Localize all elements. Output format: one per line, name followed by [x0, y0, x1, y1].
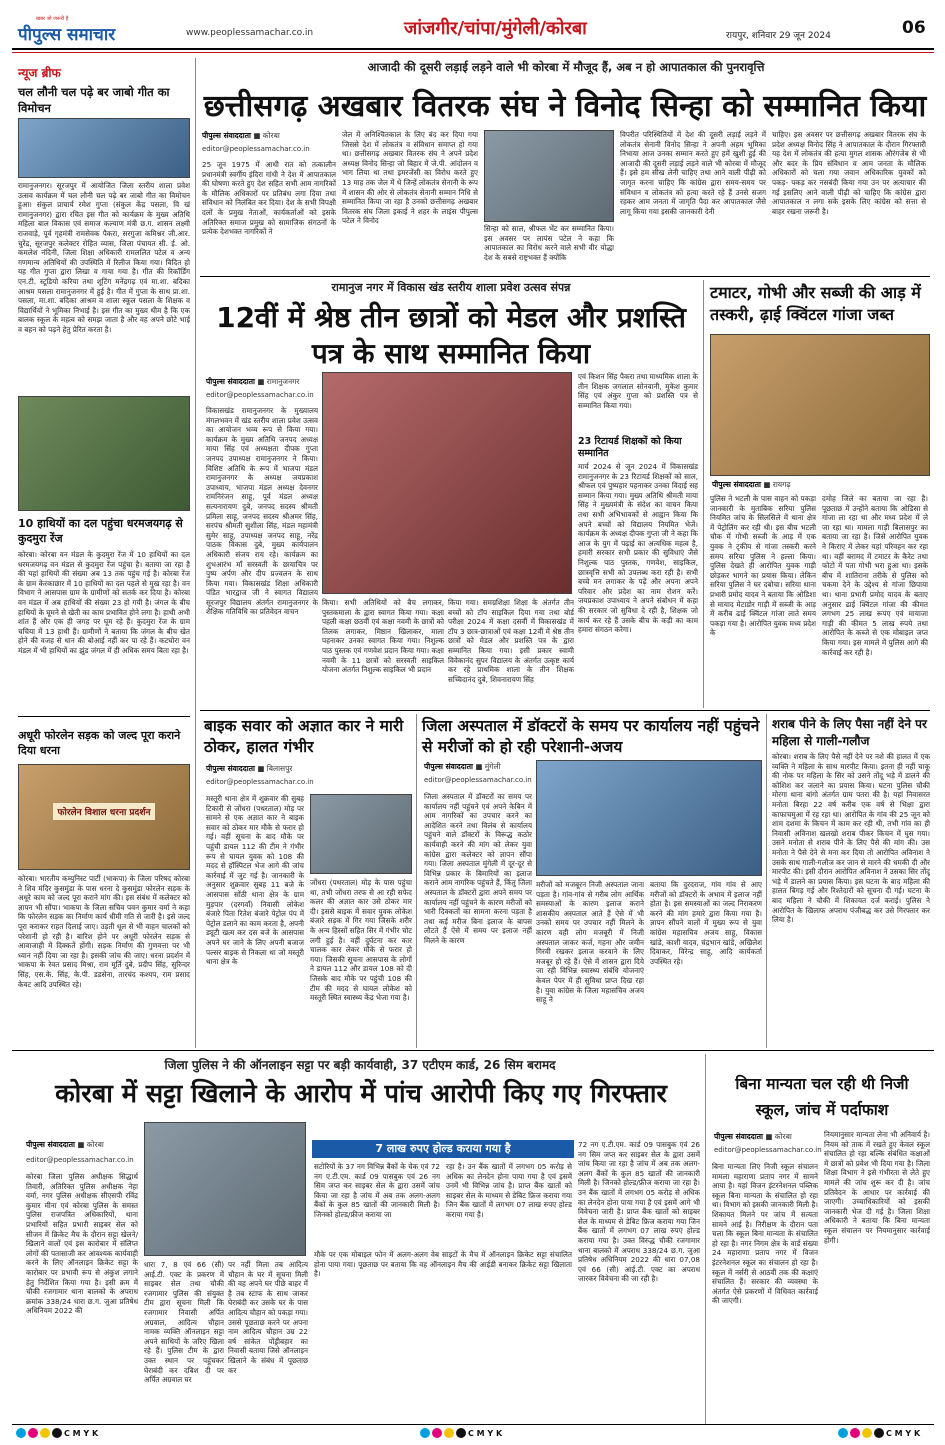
yellow-dot — [862, 1428, 872, 1438]
brief-photo — [18, 118, 190, 178]
hospital-col2: मरीजों को मजबूरन निजी अस्पताल जाना पड़ता है। गांव-गांव से गरीब लोग आर्थिक समस्याओं के कारण इलाज कराने शासकीय अस्पताल आते हैं ऐसे में भी उनको समय पर उपचार नहीं मिलने के कारण वही लोग मजबूरी में निजी अस्पताल जाकर कर्ज, गहना और जमीन गिरवी रखकर इलाज करवाने के लिए मजबूर हो रहे हैं। ऐसे में शासन द्वारा दिये जा रही विभिन्न स्वास्थ्य संबंधि योजनाएं केवल पेपर में ही सुविधा प्राप्त दिख रहा है। युवा कांग्रेस के जिला महासचिव अजय साहू ने — [536, 880, 644, 1005]
cmyk-label-right: C M Y K — [886, 1428, 921, 1438]
school-headline: स्कूल, जांच में पर्दाफाश — [755, 1101, 889, 1119]
satta-col6: मौके पर एक मोबाइल फोन में अलग-अलग वेब साइटों के मैच में ऑनलाइन क्रिकेट सट्टा संचालित होना पाया गया। पूछताछ पर बताया कि वह ऑनलाइन मैच की आईडी बनाकर क्रिकेट सट्टा खिलाता है। — [314, 1250, 572, 1279]
satta-col3: पर नहीं मिला तब आदित्य चौहान के घर में सूचना मिली की वह अपने घर पीछे बाहर में है तब स्टाफ के साथ जाकर घेराबंदी कर उसके घर के पास आदित्य चौहान को पकड़ा गया। उससे पूछताछ करने पर अपना नाम आदित्य चौहान उम्र 22 वर्ष सांकेत पोंड्रीबहार का निवासी बताया जिसे ऑनलाइन खिलाने के संबंध में पूछताछ कर — [228, 1260, 308, 1375]
news-brief-label: न्यूज ब्रीफ — [18, 66, 61, 80]
hospital-col3: बताया कि दुरदराज, गांव गांव से आए मरीजों को डॉक्टरों के अभाव में इलाज नहीं होता है। इस समस्याओं का जल्द निराकरण करने की मांग हमारे द्वारा किया गया है। ज्ञापन सौंपने वालों में मुख्य रूप से युवा कांग्रेस महासचिव अजय साहू, विकास खांडे, काशी यादव, चंद्रभान खांडे, अखिलेश दिवाकर, विरेन्द्र साहू, आदि कार्यकर्ता उपस्थित रहे। — [650, 880, 762, 966]
magenta-dot — [850, 1428, 860, 1438]
mid-divider — [200, 710, 930, 711]
magenta-dot — [432, 1428, 442, 1438]
page-number: 06 — [902, 18, 926, 38]
satta-col2: धारा 7, 8 एवं 66 (सी) आई.टी. एक्ट के प्रकरण में साइबर सेल तथा चौकी रजगामार पुलिस की संयुक्त टीम द्वारा सूचना मिली कि रजगामार निवासी अर्पित अग्रवाल, आदित्य चौहान नामक व्यक्ति ऑनलाइन सट्टा अपने साथियों के जरिए खिला रहे हैं। पुलिस टीम के द्वारा उक्त स्थान पर पहुंचकर घेराबंदी कर दबिश दी पर अर्पित अग्रवाल घर — [144, 1260, 224, 1385]
logo-tagline: खबर जो जरूरी है — [36, 16, 69, 22]
top-story-col2: जेल में अनिश्चितकाल के लिए बंद कर दिया गया जिससे देश में लोकतंत्र व संविधान समाप्त हो गया था। छत्तीसगढ़ अखबार वितरक संघ ने अपने प्रदेश अध्यक्ष विनोद सिन्हा जो बिहार में जे.पी. आंदोलन व भाग लिया था तथा इमरजेंसी का विरोध करते हुए 13 माह तक जेल में थे जिन्हें लोकतंत्र सेनानी के रूप में शासन की ओर से लोकतंत्र सेनानी सम्मान निधि से सम्मानित किया जा रहा है उनको छत्तीसगढ़ अखबार वितरक संघ जिला इकाई ने शहर के लाइंस पीपुल्स पटेल ने विनोद — [342, 130, 478, 226]
medal-headline: 12वीं में श्रेष्ठ तीन छात्रों को मेडल और प्रशस्ति पत्र के साथ सम्मानित किया — [216, 301, 686, 370]
site-url[interactable]: www.peoplessamachar.co.in — [186, 28, 314, 38]
satta-photo — [144, 1122, 306, 1256]
forelane-banner: फोरलेन विशाल धरना प्रदर्शन — [53, 803, 156, 820]
sharab-col1: कोरबा। शराब के लिए पैसे नहीं देने पर नशे की हालत में एक व्यक्ति ने महिला के साथ मारपीट किया। इतना ही नहीं चाकू की नोक पर महिला के सिर को उसने तोंदू भड़े में डालने की कोशिश कर जलाने का प्रयास किया। घटना पुलिस चौकी मोरगा थाना बांगो अंतर्गत ग्राम पतरा की है। यहां निवासरत मनोता बिरहा 22 वर्ष करीब एक वर्ष से भिक्षा द्वारा काफाचमुआ में रह रहा था। आरोपित के गांव की 25 जून को शाम दशमा के किचन में काम कर रही थी, तभी गांव का ही निवासी अविनाश खलखो शराब पीकर किचन में घुस गया। उसने मनोता से शराब पीने के लिए पैसे की मांग की। उस मनोता ने पैसे देने से मना कर दिया तो आरोपित अविनाश ने उसके साथ गाली-गलौज कर जान से मारने की धमकी दी और मारपीट की। इसी दौरान आरोपित अविनाश ने उसका सिर तोंदू भड़े में डालने का प्रयास किया। इस घटना के बाद महिला की हालत बिगड़ गई और रिश्तेदारों को सूचना दी गई। घटना के बाद महिला ने चौकी में शिकायत दर्ज कराई। पुलिस ने आरोपित के खिलाफ अपराध पंजीबद्ध कर उसे गिरफ्तार कर लिया है। — [772, 752, 930, 925]
top-story-col4: विपरीत परिस्थितियों में देश की दूसरी लड़ाई लड़ने में लोकतंत्र सेनानी विनोद सिन्हा ने अपनी अहम भूमिका निभाया आज उनका सम्मान करते हुए हमें खुशी हुई की आजादी की दूसरी लड़ाई लड़ने वाले भी कोरबा में मौजूद हैं। इसे हम सीख लेनी चाहिए तथा आने वाली पीढ़ी को जागृत करना चाहिए कि कांग्रेस द्वारा समय-समय पर संविधान व लोकतंत्र को हत्या करते रहे हैं उनसे सजग रहकर आम जनता में जागृति पैदा कर आपातकाल जैसे लागू किया गया इसकी जानकारी देनी — [620, 130, 766, 216]
hospital-byline: पीपुल्स संवाददाता ■ मुंगेली — [424, 762, 501, 771]
top-story-place: कोरबा — [262, 131, 280, 140]
medal-col2: किया। सभी अतिथियों को बैच लगाकर, पुस्तकमाला के द्वारा स्वागत किया गया। कक्षा पहली कक्षा छठवीं एवं कक्षा नवमी के छात्रों को तिलक लगाकर, मिष्ठान खिलाकर, माला पहनाकर उनका स्वागत किया गया। निशुल्क पाठ पुस्तक एवं गणवेश प्रदान किया गया। कक्षा नवमी के 11 छात्रों को सरस्वती साइकिल योजना अंतर्गत निशुल्क साइकिल भी प्रदान — [322, 598, 444, 675]
top-story-email[interactable]: editor@peoplessamachar.co.in — [202, 145, 310, 153]
left-col-rule — [195, 58, 196, 1048]
cmyk-label-center: C M Y K — [468, 1428, 503, 1438]
ganja-col2: दमोह जिले का बताया जा रहा है। पूछताछ में उन्होंने बताया कि ओडिसा से गांजा ला रहा था और मध्य प्रदेश में ले जा रहा था। मामला गाड़ी बिलासपुर का बताया जा रहा है। जिसे आरोपित युवक ने किराए में लेकर यहां परिवहन कर रहा था। वहीं बरामद में टमाटर के कैरेट तथा फोटो में पता गोभी भरा हुआ था। इसके बीच में शातिराना तरीके से पुलिस को चकमा देने के उद्देश्य से गांजा छिपाया था। थाना प्रभारी प्रमोद यादव के बताए अनुसार ढाई क्विंटल गांजा की कीमत लगभग 25 लाख रूपए एवं मायाजा गाड़ी की कीमत 5 लाख रुपये तथा आरोपित के कब्जे से एक मोबाइल जप्त किया गया। इस मामले में पुलिस आगे की कार्रवाई कर रही है। — [822, 494, 928, 657]
medal-byline: पीपुल्स संवाददाता ■ रामानुजनगर — [206, 377, 300, 386]
bike-col2: जोंधरा (पथरताल) मोड़ के पास पहुंचा था, तभी जोंधरा तरफ से आ रही सफेद कलर की अज्ञात कार उसे ठोकर मार दी। इससे बाइक में सवार युवक लोकेश बंजारे सड़क में गिर गया जिसके शरीर के अन्य हिस्सों सहित सिर में गंभीर चोट लगी हुई है। वहीं दुर्घटना कर कार चालक कार लेकर मौके से फरार हो गया। जिसकी सूचना आसपास के लोगों ने डायल 112 और डायल 108 को दी जिसके बाद मौके पर पहुंची 108 की टीम की मदद से घायल लोकेश को मस्तूरी स्थित स्वास्थ्य केंद्र भेजा गया है। — [310, 878, 412, 1003]
hospital-email[interactable]: editor@peoplessamachar.co.in — [424, 776, 532, 784]
hospital-photo — [536, 760, 762, 876]
satta-reporter: पीपुल्स संवाददाता — [26, 1140, 75, 1149]
logo — [18, 16, 178, 44]
medal-kicker: रामानुज नगर में विकास खंड स्तरीय शाला प्रवेश उत्सव संपन्न — [331, 281, 571, 294]
satta-headline: कोरबा में सट्टा खिलाने के आरोप में पांच आरोपी किए गए गिरफ्तार — [55, 1079, 667, 1109]
satta-kicker: जिला पुलिस ने की ऑनलाइन सट्टा पर बड़ी कार्यवाही, 37 एटीएम कार्ड, 26 सिम बरामद — [164, 1058, 556, 1072]
medal-col4: एवं किशन सिंह पैकरा तथा माध्यमिक शाला के तीन शिक्षक जगलाल सोनवानी, मुकेश कुमार सिंह एवं अंकुर गुप्ता को प्रशस्ति पत्र से सम्मानित किया गया। — [578, 372, 698, 410]
cmyk-mark-left — [16, 1428, 98, 1438]
masthead — [12, 14, 934, 46]
school-kicker: बिना मान्यता चल रही थी निजी — [735, 1075, 909, 1093]
footer-rule — [12, 1424, 934, 1425]
satta-byline: पीपुल्स संवाददाता ■ कोरबा — [26, 1140, 104, 1149]
left-col-divider — [18, 716, 190, 717]
top-story-reporter: पीपुल्स संवाददाता — [202, 131, 251, 140]
bike-rule — [416, 714, 417, 1048]
school-col1: बिना मान्यता लिए निजी स्कूल संचालन मामला महाराणा प्रताप नगर में सामने आया है। यहां विजन इंटरनेशनल पब्लिक स्कूल बिना मान्यता के संचालित हो रहा था। विभाग को इसकी जानकारी मिली है। शिकायत मिलने पर जांच में सत्यता सामने आई है। निरीक्षण के दौरान पता चला कि स्कूल बिना मान्यता के संचालित हो रहा है। नगर निगम क्षेत्र के वार्ड संख्या 24 महाराणा प्रताप नगर में विजन इंटरनेशनल स्कूल का संचालन हो रहा है। स्कूल में नर्सरी से आठवीं तक की कक्षाएं संचालित हैं। सरकार की व्यवस्था के अंतर्गत ऐसे प्रकरणों में विधिवत कार्रवाई की जाएगी। — [712, 1162, 818, 1306]
school-email[interactable]: editor@peoplessamachar.co.in — [714, 1146, 822, 1154]
school-byline: पीपुल्स संवाददाता ■ कोरबा — [714, 1132, 792, 1141]
medal-subhead: 23 रिटायर्ड शिक्षकों को किया सम्मानित — [578, 436, 682, 459]
top-story-kicker: आजादी की दूसरी लड़ाई लड़ने वाले भी कोरबा में मौजूद हैं, अब न हो आपातकाल की पुनरावृत्ति — [367, 60, 765, 74]
sharab-headline: शराब पीने के लिए पैसा नहीं देने पर महिला से गाली-गलौज — [772, 717, 927, 748]
medal-place: रामानुजनगर — [266, 377, 300, 386]
lower-divider — [12, 1050, 934, 1051]
top-story-byline: पीपुल्स संवाददाता ■ कोरबा — [202, 131, 280, 140]
top-story-col3: सिन्हा को साल, श्रीफल भेंट कर सम्मानित किया। इस अवसर पर लायंस पटेल ने कहा कि आपातकाल का विरोध करने वाले सभी वीर योद्धा देश के सबसे राष्ट्रभक्त हैं क्योंकि — [484, 224, 614, 262]
forelane-photo — [18, 764, 190, 870]
yellow-dot — [444, 1428, 454, 1438]
school-col2: नियमानुसार मान्यता लेना भी अनिवार्य है। नियम को ताक में रखते हुए केवल स्कूल संचालित हो रहा बल्कि संबंधित कक्षाओं में छात्रों को प्रवेश भी दिया गया है। जिला शिक्षा विभाग ने इसे गंभीरता से लेते हुए मामले की जांच शुरू कर दी है। जांच प्रतिवेदन के आधार पर कार्रवाई की जाएगी। उच्चाधिकारियों को इसकी जानकारी भेज दी गई है। जिला शिक्षा अधिकारी ने बताया कि बिना मान्यता स्कूल संचालन पर नियमानुसार कार्रवाई होगी। — [824, 1130, 930, 1245]
satta-col7: 72 नग ए.टी.एम. कार्ड 09 पासबुक एवं 26 नग सिम जप्त कर साइबर सेल के द्वारा उसमें जांच किया जा रहा है जांच में अब तक अलग-अलग बैंकों के कुल 85 खातों की जानकारी मिली है। जिनको होल्ड/फ्रीज कराया जा रहा है। उन बैंक खातों में लगभग 05 करोड़ से अधिक का लेनदेन होना पाया गया है एवं इसमें आगे भी विवेचना जारी है। प्राप्त बैंक खातों को साइबर सेल के माध्यम से डेबिट फ्रिज कराया गया जिन बैंक खातों में लगभग 07 लाख रुपए होल्ड कराया गया है। उक्त विरुद्ध चौकी रजगामार थाना बालको में अपराध 338/24 छ.ग. जुआ प्रतिषेध अधिनियम 2022 की धारा 07,08 एवं 66 (सी) आई.टी. एक्ट का अपराध जारकर विवेचना की जा रही है। — [578, 1140, 700, 1284]
black-dot — [456, 1428, 466, 1438]
medal-photo — [322, 372, 572, 594]
medal-col1: विकासखंड रामानुजनगर के मुख्यालय मंगलभवन में खंड स्तरीय शाला प्रवेश उत्सव का आयोजन भव्य रूप से किया गया। कार्यक्रम के मुख्य अतिथि जनपद अध्यक्ष माया सिंह एवं अध्यक्षता दीपक गुप्ता जनपद उपाध्यक्ष रामानुजनगर ने किया। विशिष्ट अतिथि के रूप में भाजपा मंडल रामानुजनगर के अध्यक्ष जयप्रकाश उपाध्याय, भाजपा मंडल अध्यक्ष देवनगर रामनिरंजन साहू, पूर्व मंडल अध्यक्ष सत्यनारायण दुबे, जनपद सदस्य श्रीमती प्रमिला साहू, जनपद सदस्य श्रीअमर सिंह, सरपंच श्रीमती सुशीला सिंह, मंडल महामंत्री सुमेर साहू, उपाध्यक्ष जनपद साहू, नरेंद्र पाठक विकास दुबे, मुख्य कार्यपालन अधिकारी संजय राय रहे। कार्यक्रम का शुभआरंभ माँ सरस्वती के छायाचित्र पर पुष्प अर्पण और दीप प्रज्वलन के साथ किया गया। विकासखंड शिक्षा अधिकारी पंडित भारद्वाज जी ने स्वागत विद्यालय सूरजपुर विद्यालय अंतर्गत रामानुजनगर के शैक्षिक गतिविधि का प्रतिवेदन वाचन — [206, 406, 318, 617]
yellow-dot — [40, 1428, 50, 1438]
cyan-dot — [16, 1428, 26, 1438]
satta-box-title: 7 लाख रुपए होल्ड कराया गया है — [312, 1140, 574, 1158]
bike-col1: मस्तूरी थाना क्षेत्र में शुक्रवार की सुबह टिकारी से जोंधरा (पथरताल) मोड़ पर सामने से एक अज्ञात कार ने बाइक सवार को ठोकर मार मौके से फरार हो गई। वहीं सूचना के बाद मौके पर पहुंची डायल 112 की टीम ने गंभीर रूप से घायल युवक को 108 की मदद से हॉस्पिटल भेज आगे की जांच कार्रवाई में जुट गई है। जानकारी के अनुसार शुक्रवार सुबह 11 बजे के आसपास सोंठी थाना क्षेत्र के ग्राम मुड़पार (दरगवाँ) निवासी लोकेश बंजारे पिता रितेश बंजारे पेट्रोल पंप में पेट्रोल डलाने का काम करता है, अपनी ड्यूटी खत्म कर दस बजे के आसपास अपने घर जाने के लिए अपनी बजाज पल्सर बाइक से निकला था जो मस्तूरी थाना क्षेत्र के — [206, 794, 304, 967]
masthead-divider — [12, 52, 934, 53]
page-date: रायपुर, शनिवार 29 जून 2024 — [726, 31, 831, 41]
bike-headline: बाइक सवार को अज्ञात कार ने मारी ठोकर, हालत गंभीर — [204, 717, 404, 756]
cmyk-mark-right — [838, 1428, 920, 1438]
school-place: कोरबा — [774, 1132, 792, 1141]
school-reporter: पीपुल्स संवाददाता — [714, 1132, 763, 1141]
hospital-rule — [766, 714, 767, 1048]
cmyk-mark-center — [420, 1428, 502, 1438]
magenta-dot — [28, 1428, 38, 1438]
bike-byline: पीपुल्स संवाददाता ■ बिलासपुर — [206, 764, 293, 773]
cmyk-label-left: C M Y K — [64, 1428, 99, 1438]
medal-col3: किया गया। समग्रशिक्षा शिक्षा के अंतर्गत तीन बच्चों को टॉप साइकिल दिया गया तथा बोर्ड परीक्षा 2024 में कक्षा दसवीं में विकासखंड में टॉप 3 छात्र-छात्राओं एवं कक्षा 12वीं में श्रेष्ठ तीन छात्रों को मेडल और प्रशस्ति पत्र के द्वारा सम्मानित किया गया। इसी प्रकार स्वामी विवेकानंद सुपर विद्यालय के अंतर्गत उत्कृष्ट कार्य कर रहे प्राथमिक शाला के तीन शिक्षक सच्चिदानंद दुबे, शिवनारायण सिंह — [448, 598, 574, 684]
ganja-headline: टमाटर, गोभी और सब्जी की आड़ में तस्करी, ढ़ाई क्विंटल गांजा जब्त — [710, 283, 921, 324]
hospital-reporter: पीपुल्स संवाददाता — [424, 762, 473, 771]
top-story-photo — [484, 130, 614, 222]
forelane-text: कोरबा। भारतीय कम्युनिस्ट पार्टी (भाकपा) के जिला परिषद कोरबा ने शिव मंदिर कुसमुंडा के पास धरना दे कुसमुंडा फोरलेन सड़क के अधूरे काम को जल्द पूरा कराने मांग की। इस संबंध में कलेक्टर को ज्ञापन भी सौंपा। भाकपा के जिला सचिव पवन कुमार वर्मा ने कहा कि फोरलेन सड़क का निर्माण कार्य धीमी गति से जारी है। इसे जल्द पूरा कराकर राहत दिलाई जाए। उड़ती धूल से भी वाहन चालकों को परेशानी हो रही है। बारिश होने पर अधूरी फोरलेन सड़क से आवाजाही में दिक्कतें होंगी। सड़क निर्माण की गुणवत्ता पर भी ध्यान नहीं दिया जा रहा है। इसकी जांच की जाए। धरना प्रदर्शन में भाकपा के रेवत प्रसाद मिश्रा, राम मूर्ति दुबे, प्रदीप सिंह, सुरिन्दर सिंह, एस.के. सिंह, के.पी. डडसेना, तारचंद कश्यप, राम प्रसाद केवट आदि उपस्थित रहे। — [18, 874, 190, 989]
elephant-headline: 10 हाथियों का दल पहुंचा धरमजयगढ़ से कुदमुरा रेंज — [18, 517, 183, 545]
hospital-headline: जिला अस्पताल में डॉक्टरों के समय पर कार्यालय नहीं पहुंचने से मरीजों को हो रही परेशानी-अजय — [422, 717, 760, 756]
top-story-divider — [200, 276, 930, 277]
satta-col1: कोरबा जिला पुलिस अधीक्षक सिद्धार्थ तिवारी, अतिरिक्त पुलिस अधीक्षक नेहा वर्मा, नगर पुलिस अधीक्षक सीएसपी रविंद्र कुमार मीना एवं कोरबा पुलिस के समस्त पुलिस राजपत्रित अधिकारियों, थाना प्रभारियों सहित प्रभारी साइबर सेल को सीजन में क्रिकेट मैच के दौरान सट्टा खेलने/खिलाने वालों एवं इस कारोबार में संलिप्त लोगों की पतासाजी कर आवश्यक कार्यवाही करने के लिए ऑनलाइन क्रिकेट सट्टा के कारोबार पर प्रभावी रूप से अंकुश लगाने हेतु निर्देशित किया गया है। इसी क्रम में चौकी रजगामार थाना बालको के अपराध क्रमांक 338/24 धारा छ.ग. जुआ प्रतिषेध अधिनियम 2022 की — [26, 1172, 138, 1316]
hospital-col1: जिला अस्पताल में डॉक्टरों का समय पर कार्यालय नहीं पहुंचने एवं अपने केबिन में आम नागरिकों का उपचार करने का आदेशित करने तथा विलंब से कार्यालय पहुंचने वाले डॉक्टरों के विरूद्ध कठोर कार्यवाही करने की मांग को लेकर युवा कांग्रेस द्वारा कलेक्टर को ज्ञापन सौंपा गया। जिला अस्पताल मुंगेली में दूर-दूर से विभिन्न प्रकार के बिमारियों का इलाज कराने आम नागरिक पहुंचते हैं, किंतु जिला अस्पताल के डॉक्टरों द्वारा अपने समय पर कार्यालय नहीं पहुंचने के कारण मरीजों को भारी दिक्कतों का सामना करना पड़ता है तथा कई मरीज बिना इलाज के बापस लौटते हैं ऐसे में समय पर इलाज नहीं मिलने के कारण — [424, 792, 532, 945]
satta-email[interactable]: editor@peoplessamachar.co.in — [26, 1156, 134, 1164]
black-dot — [874, 1428, 884, 1438]
ganja-place: रायगढ़ — [772, 480, 791, 489]
medal-rule — [703, 280, 704, 708]
brief-headline: चल लौनी चल पढ़े बर जाबो गीत का विमोचन — [18, 85, 170, 115]
top-story-col5: चाहिए। इस अवसर पर छत्तीसगढ़ अखबार वितरक संघ के प्रदेश अध्यक्ष विनोद सिंह ने आपातकाल के दौरान गिरफ्तारी यह देश में लोकतंत्र की हत्या मुगल शासक औरंगजेब से भी और बदर के प्रिय संविधान व आम जनता के मौलिक अधिकारों को चला गया जवान अधिकारिक युवकों को पकड़- पकड़ कर नसबंदी किया गया उन पर अत्याचार की गई इसलिए आने वाली पीढ़ी को चाहिए कि कांग्रेस द्वारा आपातकाल न लगा सके इसके लिए कांग्रेस को सत्ता से बाहर रखना जरूरी है। — [772, 130, 926, 216]
satta-place: कोरबा — [86, 1140, 104, 1149]
top-story-headline: छत्तीसगढ़ अखबार वितरक संघ ने विनोद सिन्हा को सम्मानित किया — [203, 89, 927, 124]
bike-email[interactable]: editor@peoplessamachar.co.in — [206, 778, 314, 786]
elephant-photo — [18, 396, 190, 511]
forelane-headline: अधूरी फोरलेन सड़क को जल्द पूरा कराने दिया धरना — [18, 729, 181, 757]
ganja-byline: पीपुल्स संवाददाता ■ रायगढ़ — [712, 480, 791, 489]
ganja-photo — [710, 334, 930, 476]
masthead-rule — [12, 48, 934, 50]
satta-rule — [705, 1054, 706, 1424]
medal-reporter: पीपुल्स संवाददाता — [206, 377, 255, 386]
section-title: जांजगीर/चांपा/मुंगेली/कोरबा — [404, 18, 587, 39]
satta-col5: रहा है। उन बैंक खातों में लगभग 05 करोड़ से अधिक का लेनदेन होना पाया गया है एवं इसमें उनमें भी विभिन्न जांच है। प्राप्त बैंक खातों को साइबर सेल के माध्यम से डेबिट फ्रिज कराया गया जिन बैंक खातों में लगभग 07 लाख रुपए होल्ड कराया गया है। — [446, 1162, 572, 1219]
logo-text: पीपुल्स समाचार — [18, 25, 116, 45]
ganja-col1: पुलिस ने भटली के पास वाहन को पकड़ा जानकारी के मुताबिक सरिया पुलिस नियमित जांच के सिलसिले में थाना क्षेत्र में पेट्रोलिंग कर रही थी। इस बीच भटली चौक में गोभी सब्जी के आड़ में एक युवक ने टृकीय से गांजा तस्करी करने समय सरिया पुलिस ने हल्ला किया। पुलिस देखते ही आरोपित युवक गाड़ी छोड़कर भागने का प्रयास किया। लेकिन सरिया पुलिस ने घर दबोचा। सरिया थाना प्रभारी प्रमोद यादव ने बताया कि ओडिशा से मायाद मेटाडोर गाड़ी में सब्जी के आड़ में करीब ढाई क्विंटल गांजा लाते समय पकड़ा गया है। आरोपित युवक मध्य प्रदेश के — [710, 494, 816, 638]
elephant-text: कोरबा। कोरबा वन मंडल के कुदमुरा रेंज में 10 हाथियों का दल धरमजयगढ़ वन मंडल से कुदमुरा रेंज पहुंचा है। बताया जा रहा है की यहां हाथियों की संख्या अब 13 तक पहुंच गई है। कोरबा रेंज के ग्राम केरकाछार में 10 हाथियों का दल पहले से मुख रहा है। वन विभाग ने आसपास ग्राम के ग्रामीणों को सतर्क कर दिया है। कोरबा वन मंडल में अब हाथियों की संख्या 23 हो गयी है। जंगल के बीच हाथियों के घूमने से खेती का काम प्रभावित होने लगा है। हाथी अभी शांत हैं और एक ही जगह पर घूम रहे हैं। कुदमुरा रेंज के ग्राम चचिया में 13 हाथी हैं। ग्रामीणों ने बताया कि जंगल के बीच खेत होने की वजह से धान की बोआई नहीं कर पा रहे हैं। कटघोरा वन मंडल में भी हाथियों का झुंड जंगल में ही अधिक समय बिता रहा है। — [18, 550, 190, 655]
top-story-col1: 25 जून 1975 में आधी रात को तत्कालीन प्रधानमंत्री स्वर्गीय इंदिरा गांधी ने देश में आपातकाल की घोषणा करते हुए देश सहित सभी आम नागरिकों के मौलिक अधिकारों पर प्रतिबंध लगा दिया तथा संविधान को निलंबित कर दिया। देश के सभी विपक्षी दलों के प्रमुख नेताओं, कार्यकर्ताओं को इसके अतिरिक्त समाज प्रमुख को सामाजिक संगठनों के प्रत्येक देशभक्त नागरिकों ने — [202, 160, 336, 237]
medal-col4b: मार्च 2024 से जून 2024 में विकासखंड रामानुजनगर के 23 रिटायर्ड शिक्षकों को साल, श्रीफल एवं पुष्पहार पहनाकर उनका विदाई सह सम्मान किया गया। मुख्य अतिथि श्रीमती माया सिंह ने मुख्यमंत्री के संदेश का वाचन किया तथा सभी अभिभावकों से आह्वान किया कि अपने बच्चों को विद्यालय नियमित भेजें। कार्यक्रम के अध्यक्ष दीपक गुप्ता जी ने कहा कि आज के युग में पढ़ाई का अत्यधिक महत्व है, हमारी सरकार सभी प्रकार की सुविधाएं जैसे निशुल्क पाठ पुस्तक, गणवेश, साइकिल, छात्रवृत्ति सभी को उपलब्ध करा रही है। सभी बच्चे मन लगाकर के पढ़ें और अपना अपने परिवार और प्रदेश का नाम रोशन करें। जयप्रकाश उपाध्याय ने अपने संबोधन में कहा की सरकार जो सुविधा दे रही है, शिक्षक जो कार्य कर रहे हैं उसके बीच के कड़ी का काम हमारा संगठन करेगा। — [578, 462, 698, 635]
bike-place: बिलासपुर — [266, 764, 293, 773]
cyan-dot — [420, 1428, 430, 1438]
medal-email[interactable]: editor@peoplessamachar.co.in — [206, 391, 314, 399]
brief-text: रामानुजनगर। सूरजपुर में आयोजित जिला स्तरीय शाला प्रवेश उत्सव कार्यक्रम में चल लौनी चल पढ़े बर जाबो गीत का विमोचन हुआ। संकुल प्राचार्य रमेश गुप्ता (संकुल केंद्र पसला, वि खं रामानुजनगर) द्वारा रचित इस गीत को कार्यक्रम के मुख्य अतिथि महिला बाल विकास एवं समाज कल्याण मंत्री छ.ग. शासन लक्ष्मी राजवाड़े, पूर्व गृहमंत्री रामसेवक पैकरा, सरगुजा कमिश्नर जी.आर. चुरेंद्र, सूरजपुर कलेक्टर रोहित व्यास, जिला पंचायत सी. ई. ओ. कमलेश नंदिनी, जिला शिक्षा अधिकारी रामललित पटेल व अन्य गणमान्य अतिथियों की उपस्थिति में रिलीज किया गया। विदित हो यह गीत गुप्ता द्वारा लिखा व गाया गया है। गीत की रिकॉर्डिंग एन.टी. स्टूडियो करिया तथा शूटिंग मनेंद्रगढ़ एवं मा.शा. बदिका आश्रम पसला रामानुजनगर में हुई है। गीत में गुप्ता के साथ प्रा.शा. पसला, मा.शा. बदिका आश्रम व शाला स्कूल पसला के शिक्षक व विद्यार्थियों ने भूमिका निभाई है। इस गीत का मुख्य थीम है कि एक बालक स्कूल के महत्व को समझ जाता है और वह अपने छोटे भाई व बहन को पढ़ने हेतु प्रेरित करता है। — [18, 181, 190, 334]
cyan-dot — [838, 1428, 848, 1438]
satta-col4: सटोरियों के 37 नग विभिन्न बैंकों के चेक एवं 72 नग ए.टी.एम. कार्ड 09 पासबुक एवं 26 नग सिम जप्त कर साइबर सेल के द्वारा उसमें जांच किया जा रहा है जांच में अब तक अलग-अलग बैंकों के कुल 85 खातों की जानकारी मिली है। जिनको होल्ड/फ्रीज कराया जा — [314, 1162, 440, 1219]
bike-reporter: पीपुल्स संवाददाता — [206, 764, 255, 773]
ganja-reporter: पीपुल्स संवाददाता — [712, 480, 761, 489]
hospital-place: मुंगेली — [484, 762, 501, 771]
bike-photo — [310, 794, 412, 874]
black-dot — [52, 1428, 62, 1438]
